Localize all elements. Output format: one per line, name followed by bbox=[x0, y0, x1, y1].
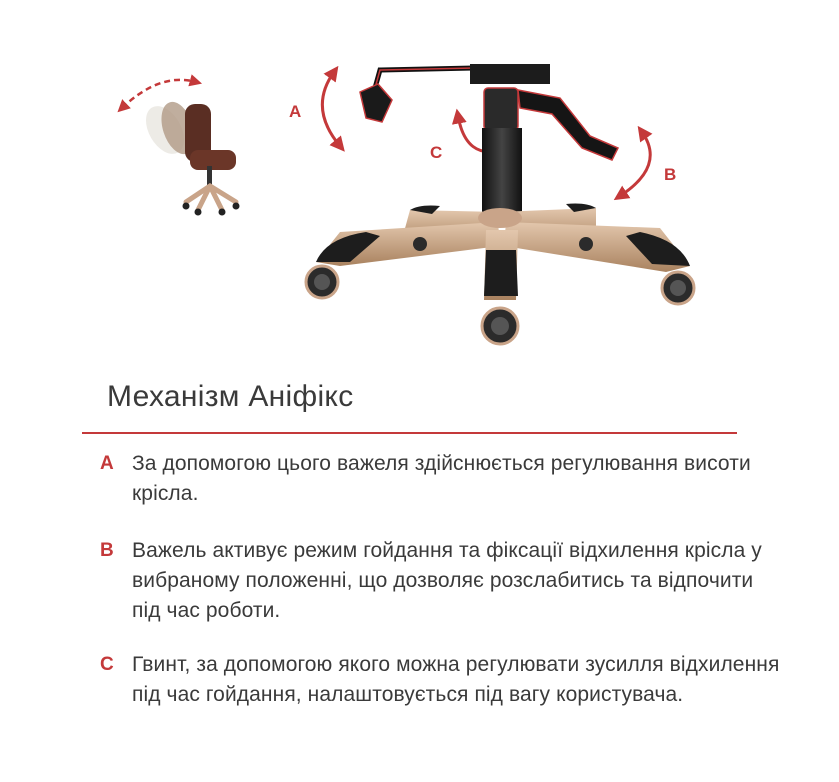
small-chair-icon bbox=[122, 80, 240, 216]
label-a: A bbox=[289, 102, 302, 121]
title-divider bbox=[82, 432, 737, 434]
feature-letter-b: B bbox=[100, 540, 114, 561]
height-lever bbox=[360, 68, 474, 122]
label-b: B bbox=[664, 165, 677, 184]
chair-mechanism-illustration bbox=[0, 0, 839, 360]
feature-text-a: За допомогою цього важеля здійснюється регулювання висоти крісла. bbox=[132, 452, 751, 505]
feature-item-a bbox=[100, 449, 780, 509]
gas-lift bbox=[482, 128, 522, 220]
feature-item-b bbox=[100, 536, 780, 626]
arrow-a-icon bbox=[322, 72, 340, 146]
feature-letter-c: C bbox=[100, 654, 114, 675]
feature-text-b: Важель активує режим гойдання та фіксації відхилення крісла у вибраному положенні, що дозволяє розслабитись та відпочити під час роботи. bbox=[132, 539, 762, 622]
arrow-b-icon bbox=[620, 132, 650, 196]
feature-letter-a: A bbox=[100, 453, 114, 474]
chair-mechanism-drawing bbox=[0, 0, 839, 360]
section-title: Механізм Аніфікс bbox=[107, 380, 354, 413]
feature-item-c bbox=[100, 650, 780, 710]
feature-text-c: Гвинт, за допомогою якого можна регулювати зусилля відхилення під час гойдання, налаштовується під вагу користувача. bbox=[132, 653, 780, 706]
chair-base bbox=[316, 204, 690, 301]
label-c: C bbox=[430, 143, 443, 162]
